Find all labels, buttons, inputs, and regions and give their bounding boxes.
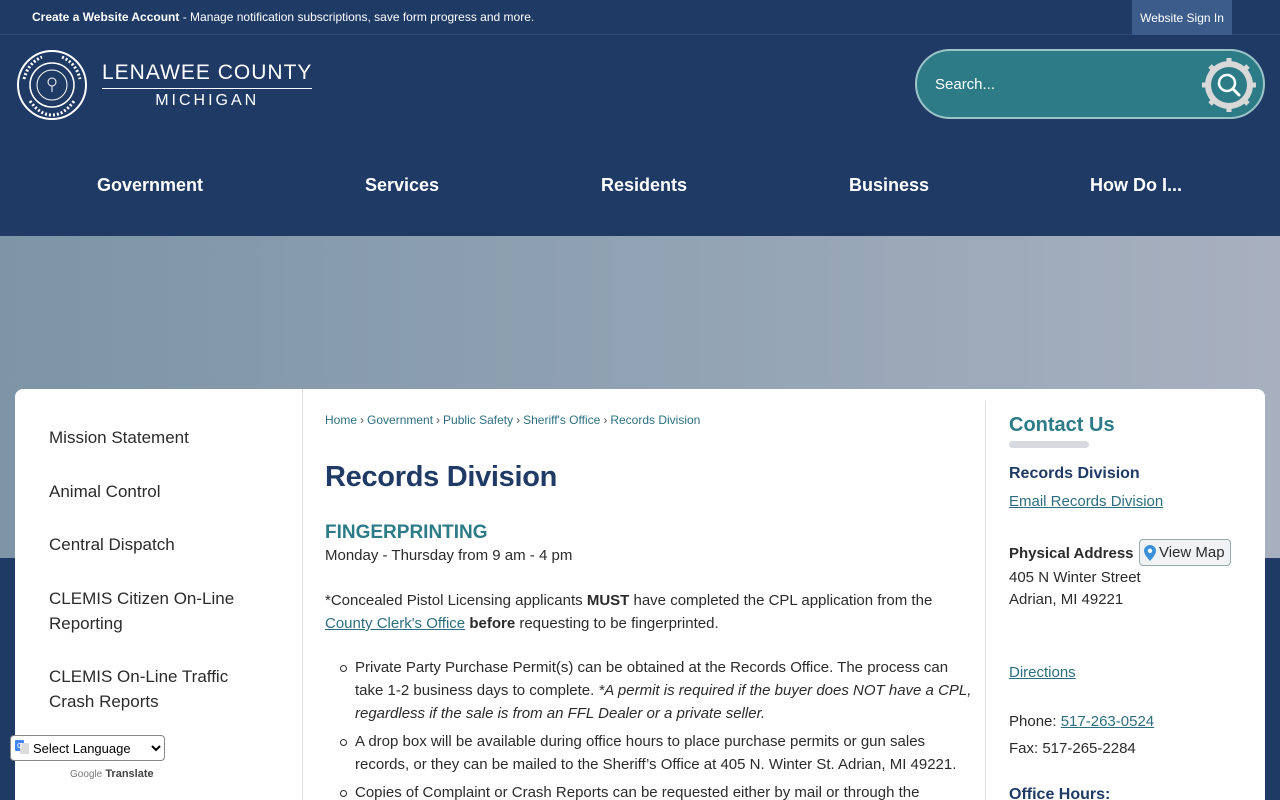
- cpl-must: MUST: [586, 592, 630, 609]
- physical-address-label: Physical Address: [1009, 545, 1134, 562]
- nav-business[interactable]: Business: [849, 175, 930, 195]
- cpl-text: requesting to be fingerprinted.: [515, 615, 719, 632]
- office-hours-heading: Office Hours:: [1009, 786, 1111, 800]
- cpl-text: have completed the CPL application from the: [629, 592, 933, 609]
- sidebar-item-mission-statement[interactable]: Mission Statement: [49, 428, 189, 447]
- breadcrumb-public-safety[interactable]: Public Safety: [443, 413, 514, 427]
- directions-link[interactable]: Directions: [1009, 664, 1076, 681]
- svg-text:G: G: [17, 742, 23, 750]
- google-wordmark: Google: [70, 769, 103, 780]
- nav-government[interactable]: Government: [97, 175, 204, 195]
- email-records-link[interactable]: Email Records Division: [1009, 493, 1164, 510]
- powered-by-google: [70, 768, 154, 780]
- fingerprinting-hours: Monday - Thursday from 9 am - 4 pm: [325, 547, 573, 564]
- cpl-text: *Concealed Pistol Licensing applicants: [325, 592, 587, 609]
- breadcrumb-records-division[interactable]: Records Division: [610, 413, 701, 427]
- list-item: [355, 656, 975, 725]
- site-header: [0, 35, 1280, 236]
- column-divider: [985, 401, 986, 800]
- breadcrumb-separator: ›: [360, 413, 365, 427]
- fax-number: Fax: 517-265-2284: [1009, 740, 1136, 757]
- logo-county-name: LENAWEE COUNTY: [102, 61, 312, 89]
- site-logo[interactable]: [16, 49, 312, 121]
- contact-department: Records Division: [1009, 465, 1140, 482]
- top-utility-bar: [0, 0, 1280, 35]
- logo-wordmark: [102, 61, 312, 110]
- breadcrumb-separator: ›: [516, 413, 521, 427]
- nav-services[interactable]: Services: [365, 175, 440, 195]
- sidebar-item-central-dispatch[interactable]: Central Dispatch: [49, 535, 175, 554]
- search-input[interactable]: [935, 69, 1195, 99]
- content-card: [15, 389, 1265, 800]
- contact-title-underline: [1009, 441, 1089, 448]
- records-info-list: [355, 656, 975, 800]
- breadcrumb-sheriffs-office[interactable]: Sheriff's Office: [523, 413, 601, 427]
- breadcrumb-separator: ›: [603, 413, 608, 427]
- nav-how-do-i[interactable]: How Do I...: [1090, 175, 1182, 195]
- contact-us-panel: [1009, 389, 1249, 800]
- cpl-notice: [325, 589, 965, 635]
- list-item-italic-note: *A permit is required if the buyer does NOT have a CPL, regardless if the sale is from an FFL Dealer or a private seller.: [355, 682, 972, 722]
- map-pin-icon: [1144, 545, 1156, 561]
- county-clerk-link[interactable]: County Clerk's Office: [325, 615, 466, 632]
- page-title: Records Division: [325, 461, 558, 493]
- sidebar-item-animal-control[interactable]: Animal Control: [49, 482, 161, 501]
- list-item-text: Copies of Complaint or Crash Reports can be requested either by mail or through the: [355, 784, 920, 800]
- phone-label: Phone:: [1009, 713, 1061, 730]
- list-item: [355, 730, 975, 776]
- breadcrumb-separator: ›: [436, 413, 441, 427]
- phone-row: [1009, 713, 1154, 730]
- breadcrumb-government[interactable]: Government: [367, 413, 434, 427]
- breadcrumb-home[interactable]: Home: [325, 413, 358, 427]
- create-account-banner[interactable]: [32, 10, 534, 24]
- section-heading: FINGERPRINTING: [325, 522, 488, 543]
- sidebar-item-clemis-citizen-reporting[interactable]: CLEMIS Citizen On-Line Reporting: [49, 589, 235, 633]
- sidebar-item-clemis-crash-reports[interactable]: CLEMIS On-Line Traffic Crash Reports: [49, 667, 229, 711]
- cpl-before: before: [469, 615, 516, 632]
- website-sign-in-button[interactable]: Website Sign In: [1132, 0, 1232, 35]
- view-map-button[interactable]: [1139, 539, 1231, 566]
- search-box: [915, 49, 1265, 119]
- phone-link[interactable]: 517-263-0524: [1060, 713, 1155, 730]
- search-icon[interactable]: [1201, 57, 1257, 113]
- google-g-icon: [15, 740, 29, 754]
- list-item: [355, 781, 975, 800]
- view-map-label: View Map: [1159, 544, 1225, 561]
- logo-state-name: MICHIGAN: [155, 91, 260, 109]
- language-select[interactable]: [10, 735, 165, 761]
- main-content: [325, 389, 985, 800]
- main-navigation: [0, 175, 1280, 195]
- list-item-text: Private Party Purchase Permit(s) can be obtained at the Records Office. The process can take 1-2 business days to complete.: [355, 659, 949, 699]
- create-account-description: - Manage notification subscriptions, save form progress and more.: [179, 10, 535, 24]
- breadcrumb: [325, 413, 700, 427]
- address-line-2: Adrian, MI 49221: [1009, 591, 1124, 608]
- nav-residents[interactable]: Residents: [601, 175, 688, 195]
- contact-us-title: Contact Us: [1009, 414, 1115, 436]
- create-account-link[interactable]: Create a Website Account: [32, 10, 180, 24]
- translate-link[interactable]: Translate: [105, 768, 154, 780]
- address-line-1: 405 N Winter Street: [1009, 569, 1141, 586]
- list-item-text: A drop box will be available during office hours to place purchase permits or gun sales records, or they can be mailed to the Sheriff’s Office at 405 N. Winter St. Adrian, MI 49221.: [355, 733, 957, 773]
- google-translate-widget: [10, 735, 170, 787]
- county-seal-icon: [16, 49, 88, 121]
